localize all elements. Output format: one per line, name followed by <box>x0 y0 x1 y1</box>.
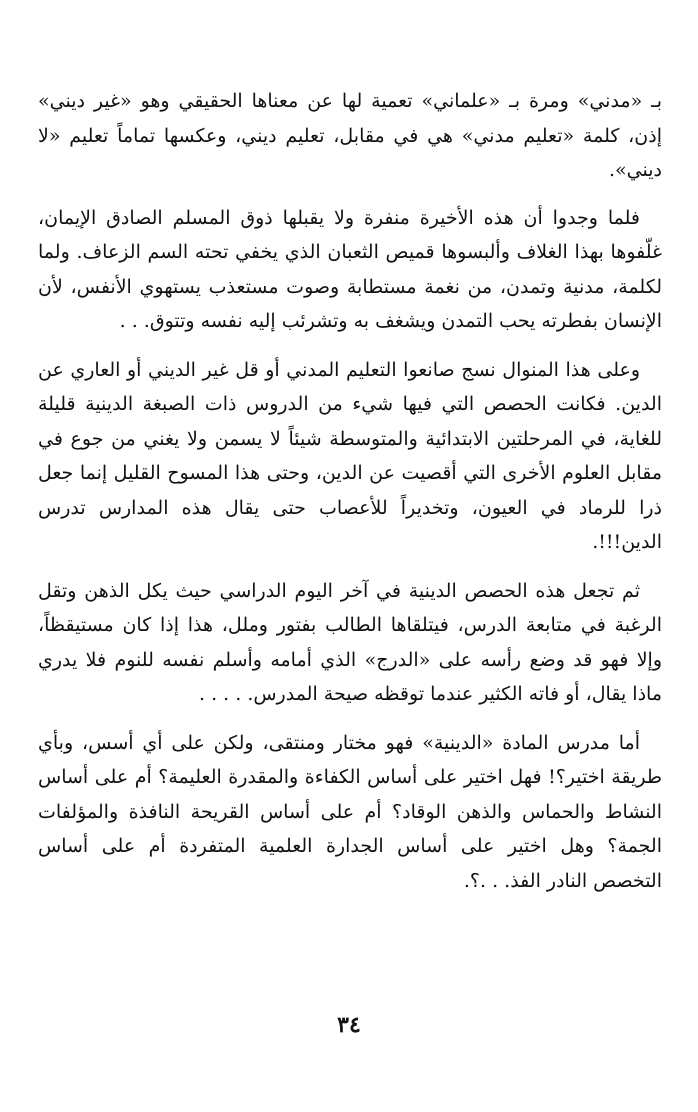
page-number: ٣٤ <box>337 1012 361 1038</box>
page-body <box>38 84 662 898</box>
paragraph-2: فلما وجدوا أن هذه الأخيرة منفرة ولا يقبلها ذوق المسلم الصادق الإيمان، غلّفوها بهذا الغلاف وألبسوها قميص الثعبان الذي يخفي تحته السم الزعاف. ولما لكلمة، مدنية وتمدن، من نغمة مستطابة وصوت مستعذب يستهوي الأنفس، لأن الإنسان بفطرته يحب التمدن ويشغف به وتشرئب إليه نفسه وتتوق. . . <box>38 206 662 332</box>
paragraph-1: بـ «مدني» ومرة بـ «علماني» تعمية لها عن معناها الحقيقي وهو «غير ديني» إذن، كلمة «تعليم مدني» هي في مقابل، تعليم ديني، وعكسها تماماً تعليم «لا ديني». <box>38 90 662 181</box>
paragraph-5: أما مدرس المادة «الدينية» فهو مختار ومنتقى، ولكن على أي أسس، وبأي طريقة اختير؟! فهل اختير على أساس الكفاءة والمقدرة العليمة؟ أم على أساس النشاط والحماس والذهن الوقاد؟ أم على أساس القريحة النافذة والمؤلفات الجمة؟ وهل اختير على أساس الجدارة العلمية المتفردة أم على أساس التخصص النادر الفذ. . .؟. <box>38 731 662 892</box>
paragraph-3: وعلى هذا المنوال نسج صانعوا التعليم المدني أو قل غير الديني أو العاري عن الدين. فكانت الحصص التي فيها شيء من الدروس ذات الصبغة الدينية قليلة للغاية، في المرحلتين الابتدائية والمتوسطة شيئاً لا يسمن ولا يغني من جوع في مقابل العلوم الأخرى التي أقصيت عن الدين، وحتى هذا المسوح القليل إنما جعل ذرا للرماد في العيون، وتخديراً للأعصاب حتى يقال هذه المدارس تدرس الدين!!!. <box>38 358 662 553</box>
paragraph-4: ثم تجعل هذه الحصص الدينية في آخر اليوم الدراسي حيث يكل الذهن وتقل الرغبة في متابعة الدرس، فيتلقاها الطالب بفتور وملل، هذا إذا كان مستيقظاً، وإلا فهو قد وضع رأسه على «الدرج» الذي أمامه وأسلم نفسه للنوم فلا يدري ماذا يقال، أو فاته الكثير عندما توقظه صيحة المدرس. . . . . <box>38 579 662 705</box>
